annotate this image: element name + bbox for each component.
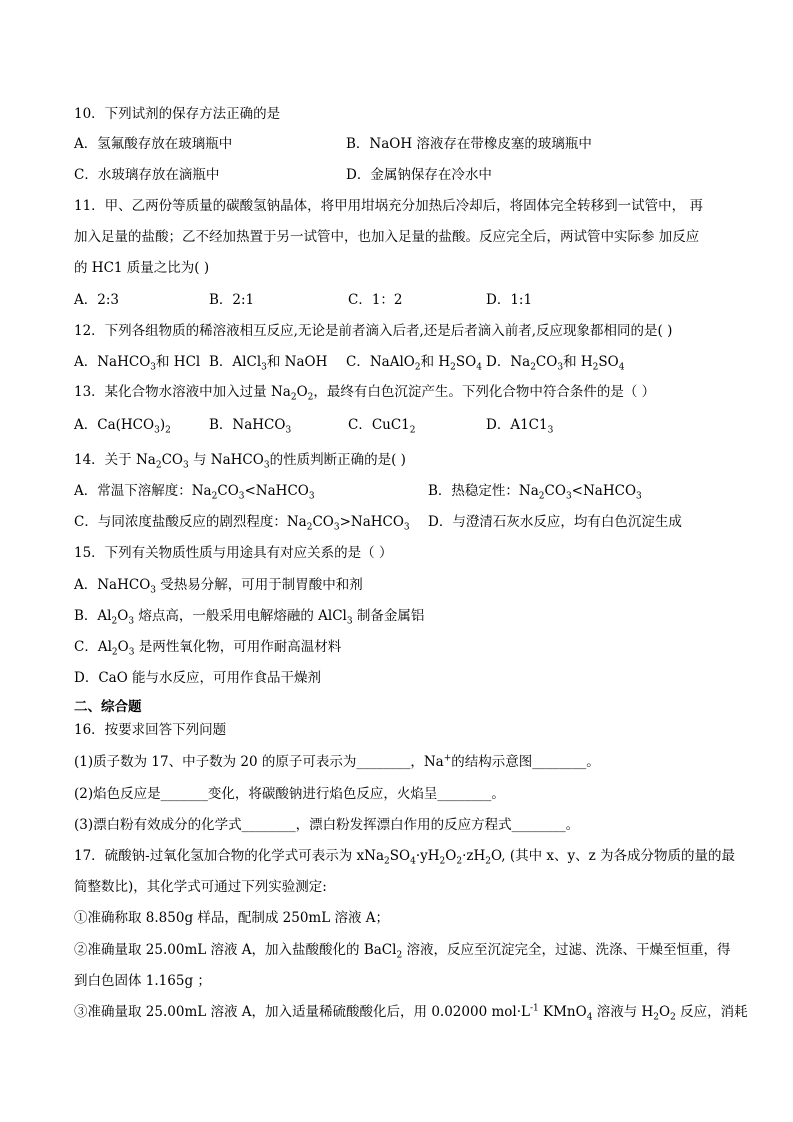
section-heading: 二、综合题 — [74, 699, 142, 715]
q17-step2: ②准确量取 25.00mL 溶液 A，加入盐酸酸化的 BaCl$_2$ 溶液，反应至沉淀完全，过滤、洗涤、干燥至恒重，得 — [74, 942, 731, 961]
q11-option-a: A．2:3 — [74, 292, 119, 308]
q17-stem-line2: 简整数比)，其化学式可通过下列实验测定: — [74, 879, 327, 895]
q12-option-c: C．NaAlO$_2$和 $H_2SO_4$ — [346, 354, 482, 373]
q12-option-d: D．$Na_2CO_3$和 $H_2SO_4$ — [486, 354, 625, 373]
q10-option-c: C．水玻璃存放在滴瓶中 — [74, 167, 220, 183]
q15-option-d: D．CaO 能与水反应，可用作食品干燥剂 — [74, 670, 322, 686]
q14-stem: 14．关于 $Na_2CO_3$ 与 NaHCO$_3$的性质判断正确的是( ) — [74, 452, 406, 471]
q17-stem-line1: 17．硫酸钠-过氧化氢加合物的化学式可表示为 $xNa_2SO_4\cdot yH_2O_2\cdot zH_2O$, (其中 x、y、z 为各成分物质的量的最 — [74, 848, 736, 867]
q12-option-b: B．AlCl$_3$和 NaOH — [209, 354, 328, 373]
q10-stem: 10．下列试剂的保存方法正确的是 — [74, 106, 281, 122]
q15-option-b: B．$Al_2O_3$ 熔点高，一般采用电解熔融的 AlCl$_3$ 制备金属铝 — [74, 608, 425, 627]
q16-part3: (3)漂白粉有效成分的化学式________，漂白粉发挥漂白作用的反应方程式________。 — [74, 817, 580, 833]
q11-stem-line2: 加入足量的盐酸；乙不经加热置于另一试管中，也加入足量的盐酸。反应完全后，两试管中实际参 加反应 — [74, 229, 700, 245]
q16-part1: (1)质子数为 17、中子数为 20 的原子可表示为________，Na+的结构示意图________。 — [74, 753, 600, 770]
q15-option-a: A．NaHCO$_3$ 受热易分解，可用于制胃酸中和剂 — [74, 577, 363, 596]
q13-option-a: A．$Ca(HCO_3)_2$ — [74, 417, 171, 436]
q13-stem: 13．某化合物水溶液中加入过量 $Na_2O_2$，最终有白色沉淀产生。下列化合物中符合条件的是（ ） — [74, 384, 656, 403]
q11-option-b: B．2:1 — [209, 292, 255, 308]
q14-option-c: C．与同浓度盐酸反应的剧烈程度：$Na_2CO_3>NaHCO_3$ — [74, 514, 410, 533]
q10-option-a: A．氢氟酸存放在玻璃瓶中 — [74, 136, 233, 152]
q15-option-c: C．$Al_2O_3$ 是两性氧化物，可用作耐高温材料 — [74, 639, 342, 658]
q16-part2: (2)焰色反应是_______变化，将碳酸钠进行焰色反应，火焰呈________。 — [74, 786, 505, 802]
q15-stem: 15．下列有关物质性质与用途具有对应关系的是（ ） — [74, 545, 393, 561]
q10-option-b: B．NaOH 溶液存在带橡皮塞的玻璃瓶中 — [346, 136, 592, 152]
q17-step3: ③准确量取 25.00mL 溶液 A，加入适量稀硫酸酸化后，用 0.02000 $mol\cdot L^{-1}$ KMnO$_4$ 溶液与 $H_2O_2$ 反应，消耗 — [74, 1003, 748, 1023]
q13-option-b: B．NaHCO$_3$ — [209, 417, 292, 436]
q11-option-d: D．1:1 — [486, 292, 533, 308]
q10-option-d: D．金属钠保存在冷水中 — [346, 167, 492, 183]
q13-option-c: C．$CuC1_2$ — [348, 417, 416, 436]
q14-option-b: B．热稳定性：$Na_2CO_3<NaHCO_3$ — [428, 483, 642, 502]
q11-stem-line1: 11．甲、乙两份等质量的碳酸氢钠晶体，将甲用坩埚充分加热后冷却后，将固体完全转移到一试管中， 再 — [74, 198, 703, 214]
q12-stem: 12．下列各组物质的稀溶液相互反应,无论是前者滴入后者,还是后者滴入前者,反应现象都相同的是( ) — [74, 323, 673, 339]
q17-step2-cont: 到白色固体 1.165g ； — [74, 973, 211, 989]
q14-option-d: D．与澄清石灰水反应，均有白色沉淀生成 — [428, 514, 682, 530]
q11-option-c: C．1：2 — [348, 292, 403, 308]
q13-option-d: D．$A1C1_3$ — [486, 417, 554, 436]
q14-option-a: A．常温下溶解度：$Na_2CO_3<NaHCO_3$ — [74, 483, 315, 502]
q16-stem: 16．按要求回答下列问题 — [74, 722, 227, 738]
q17-step1: ①准确称取 8.850g 样品，配制成 250mL 溶液 A； — [74, 910, 390, 926]
q11-stem-line3: 的 HC1 质量之比为( ) — [74, 260, 210, 276]
q12-option-a: A．NaHCO$_3$和 HCl — [74, 354, 201, 373]
